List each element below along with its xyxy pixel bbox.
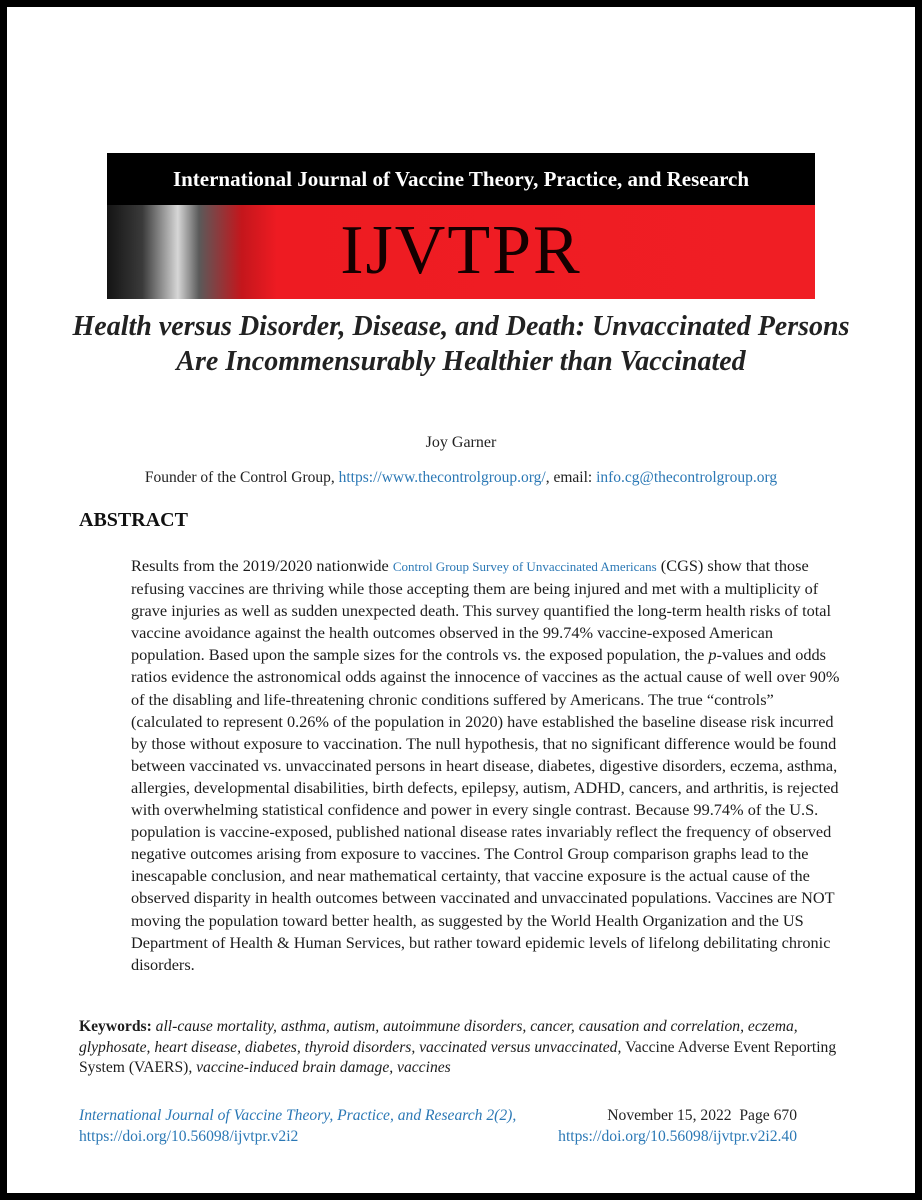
banner-journal-name: International Journal of Vaccine Theory, Practice, and Research [172,166,750,191]
affiliation-email-link[interactable]: info.cg@thecontrolgroup.org [596,469,778,486]
document-page [7,7,915,1193]
article-title: Health versus Disorder, Disease, and Death: Unvaccinated Persons Are Incommensurably Healthier than Vaccinated [72,311,850,377]
affiliation-url-link[interactable]: https://www.thecontrolgroup.org/ [338,469,546,486]
abstract-body [131,555,843,976]
footer-right [507,1105,797,1147]
journal-banner [107,153,815,299]
footer-article-doi-link[interactable]: https://doi.org/10.56098/ijvtpr.v2i2.40 [558,1128,797,1145]
survey-link[interactable]: Control Group Survey of Unvaccinated Americans [392,559,657,574]
author-affiliation [7,469,915,487]
footer-left [79,1105,519,1147]
affiliation-mid: , email: [545,469,597,486]
banner-gradient-bar [107,205,815,299]
footer-journal-citation[interactable]: International Journal of Vaccine Theory, Practice, and Research 2(2), [79,1107,517,1124]
keywords-list-1: all-cause mortality, asthma, autism, autoimmune disorders, cancer, causation and correlation, eczema, glyphosate, heart disease, diabetes, thyroid disorders, vaccinated versus unvaccinated, [79,1018,798,1056]
p-italic: p [708,645,717,665]
keywords-section [79,1017,845,1079]
keywords-vaers: Vaccine Adverse Event Reporting System (VAERS) [79,1038,837,1076]
affiliation-prefix: Founder of the Control Group, [144,469,339,486]
author-name: Joy Garner [425,434,497,451]
keywords-label: Keywords: [79,1018,152,1035]
footer-date-page: November 15, 2022 Page 670 [607,1107,797,1124]
abstract-text-1: Results from the 2019/2020 nationwide [131,556,393,575]
journal-logo: IJVTPR [340,212,582,289]
abstract-heading: ABSTRACT [79,509,188,531]
abstract-text-3: -values and odds ratios evidence the astronomical odds against the innocence of vaccines as the actual cause of well over 90% of the disabling and life-threatening chronic conditions suffered by Americans. The true “controls” (calculated to represent 0.26% of the population in 2020) have established the baseline disease risk incurred by those without exposure to vaccination. The null hypothesis, that no significant difference would be found between vaccinated vs. unvaccinated persons in heart disease, diabetes, digestive disorders, eczema, asthma, allergies, developmental disabilities, birth defects, epilepsy, autism, ADHD, cancers, and arthritis, is rejected with overwhelming statistical confidence and power in every single contrast. Because 99.74% of the U.S. population is vaccine-exposed, published national disease rates invariably reflect the frequency of observed negative outcomes arising from exposure to vaccines. The Control Group comparison graphs lead to the inescapable conclusion, and near mathematical certainty, that vaccine exposure is the actual cause of the observed disparity in health outcomes between vaccinated and unvaccinated populations. Vaccines are NOT moving the population toward better health, as suggested by the World Health Organization and the US Department of Health & Human Services, but rather toward epidemic levels of lifelong debilitating chronic disorders. [131,645,840,974]
keywords-list-2: , vaccine-induced brain damage, vaccines [188,1059,451,1076]
footer-issue-doi-link[interactable]: https://doi.org/10.56098/ijvtpr.v2i2 [79,1128,299,1145]
abstract-text-2: (CGS) show that those refusing vaccines are thriving while those accepting them are being injured and met with a multiplicity of grave injuries as well as sudden unexpected death. This survey quantified the long-term health risks of total vaccine avoidance against the health outcomes observed in the 99.74% vaccine-exposed American population. Based upon the sample sizes for the controls vs. the exposed population, the [131,556,832,665]
